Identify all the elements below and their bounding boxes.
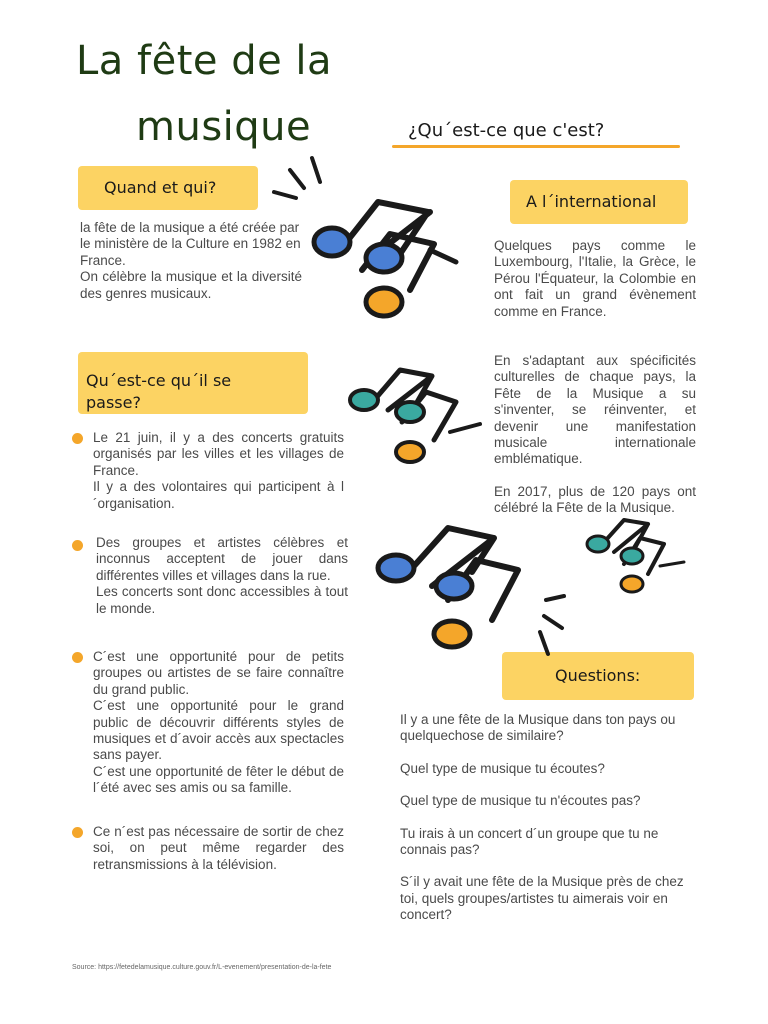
international-paragraph: Quelques pays comme le Luxembourg, l'Italie, la Grèce, le Pérou l'Équateur, la Colombie en ont fait un grand évènement comme en France. bbox=[494, 238, 696, 319]
international-paragraph: En 2017, plus de 120 pays ont célébré la Fête de la Musique. bbox=[494, 484, 696, 516]
question-item: Il y a une fête de la Musique dans ton pays ou quelquechose de similaire? bbox=[400, 712, 676, 744]
section-heading-quand: Quand et qui? bbox=[104, 178, 217, 197]
subtitle: ¿Qu´est-ce que c'est? bbox=[408, 120, 605, 141]
section-heading-passe-line2: passe? bbox=[86, 393, 141, 412]
question-item: Quel type de musique tu écoutes? bbox=[400, 760, 605, 776]
music-notes-icon bbox=[368, 520, 568, 660]
international-paragraph: En s'adaptant aux spécificités culturelles de chaque pays, la Fête de la Musique a su s'inventer, se réinventer, et devenir une manifestation musicale internationale emblématique. bbox=[494, 353, 696, 467]
bullet-text: Le 21 juin, il y a des concerts gratuits organisés par les villes et les villages de France. Il y a des volontaires qui participent à l´organisation. bbox=[93, 430, 344, 511]
bullet-dot bbox=[72, 652, 83, 663]
page-title-line1: La fête de la bbox=[76, 38, 333, 84]
questions-list bbox=[400, 712, 696, 924]
quand-paragraph-1: la fête de la musique a été créée par le ministère de la Culture en 1982 en France. bbox=[80, 220, 301, 268]
bullet-text: Des groupes et artistes célèbres et inconnus acceptent de jouer dans différentes villes et villages dans la rue. Les concerts sont donc accessibles à tout le monde. bbox=[96, 535, 348, 616]
question-item: S´il y avait une fête de la Musique près de chez toi, quels groupes/artistes tu aimerais voir en concert? bbox=[400, 874, 684, 923]
section-heading-international: A l´international bbox=[526, 192, 657, 211]
question-item: Quel type de musique tu n'écoutes pas? bbox=[400, 793, 641, 809]
source-citation: Source: https://fetedelamusique.culture.gouv.fr/L-evenement/presentation-de-la-fete bbox=[72, 964, 332, 971]
section-heading-questions: Questions: bbox=[555, 666, 641, 685]
section-heading-passe bbox=[86, 370, 231, 414]
music-notes-icon bbox=[260, 150, 470, 330]
section-heading-passe-line1: Qu´est-ce qu´il se bbox=[86, 371, 232, 390]
bullet-text: Ce n´est pas nécessaire de sortir de chez soi, on peut même regarder des retransmissions à la télévision. bbox=[93, 824, 344, 872]
bullet-dot bbox=[72, 433, 83, 444]
subtitle-underline bbox=[392, 145, 680, 148]
page-title-line2: musique bbox=[136, 104, 312, 150]
bullet-text: C´est une opportunité pour de petits groupes ou artistes de se faire connaître du grand public. C´est une opportunité pour le grand public de découvrir différents styles de musiques et d´avoir accès aux spectacles sans payer. C´est une opportunité de fêter le début de l´été avec ses amis ou sa famille. bbox=[93, 649, 344, 796]
music-notes-icon bbox=[580, 512, 690, 602]
bullet-dot bbox=[72, 827, 83, 838]
bullet-dot bbox=[72, 540, 83, 551]
music-notes-icon bbox=[340, 360, 490, 470]
question-item: Tu irais à un concert d´un groupe que tu ne connais pas? bbox=[400, 825, 659, 858]
quand-paragraph-2: On célèbre la musique et la diversité des genres musicaux. bbox=[80, 269, 302, 301]
